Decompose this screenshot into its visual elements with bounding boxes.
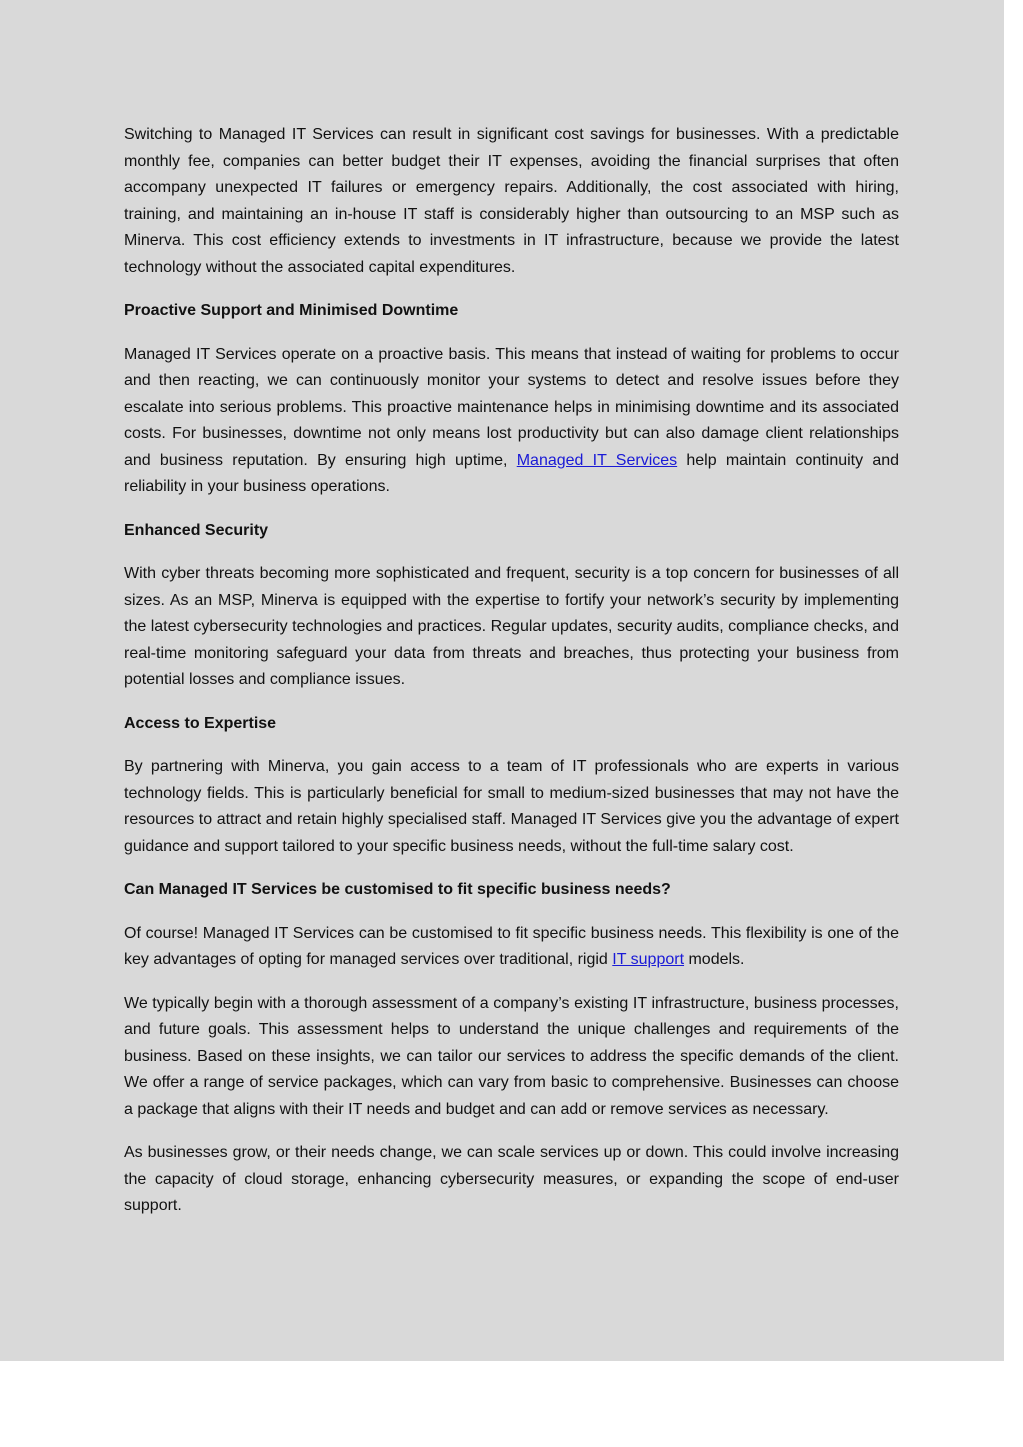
heading-customisation-question: Can Managed IT Services be customised to fit specific business needs?: [124, 881, 671, 898]
paragraph-scaling: As businesses grow, or their needs change, we can scale services up or down. This could involve increasing the capacity of cloud storage, enhancing cybersecurity measures, or expanding the scope of end-user support.: [124, 1144, 899, 1214]
paragraph-access-to-expertise: By partnering with Minerva, you gain access to a team of IT professionals who are experts in various technology fields. This is particularly beneficial for small to medium-sized businesses that may not have the resources to attract and retain highly specialised staff. Managed IT Services give you the advantage of expert guidance and support tailored to your specific business needs, without the full-time salary cost.: [124, 758, 899, 855]
paragraph-text: Managed IT Services operate on a proactive basis. This means that instead of waiting for problems to occur and then reacting, we can continuously monitor your systems to detect and resolve issues before they escalate into serious problems. This proactive maintenance helps in minimising downtime and its associated costs. For businesses, downtime not only means lost productivity but can also damage client relationships and business reputation. By ensuring high uptime,: [124, 345, 899, 469]
paragraph-assessment: We typically begin with a thorough assessment of a company’s existing IT infrastructure, business processes, and future goals. This assessment helps to understand the unique challenges and requirements of the business. Based on these insights, we can tailor our services to address the specific demands of the client. We offer a range of service packages, which can vary from basic to comprehensive. Businesses can choose a package that aligns with their IT needs and budget and can add or remove services as necessary.: [124, 994, 899, 1118]
heading-access-to-expertise: Access to Expertise: [124, 714, 277, 732]
managed-it-services-link[interactable]: Managed IT Services: [516, 451, 678, 469]
it-support-link[interactable]: IT support: [612, 951, 685, 968]
paragraph-text: Of course! Managed IT Services can be customised to fit specific business needs. This flexibility is one of the key advantages of opting for managed services over traditional, rigid: [124, 924, 899, 968]
paragraph-customisation-answer: [124, 921, 899, 974]
document-body: [124, 122, 899, 1237]
paragraph-proactive-support: [124, 342, 899, 501]
paragraph-cost-savings: Switching to Managed IT Services can result in significant cost savings for businesses. With a predictable monthly fee, companies can better budget their IT expenses, avoiding the financial surprises that often accompany unexpected IT failures or emergency repairs. Additionally, the cost associated with hiring, training, and maintaining an in-house IT staff is considerably higher than outsourcing to an MSP such as Minerva. This cost efficiency extends to investments in IT infrastructure, because we provide the latest technology without the associated capital expenditures.: [124, 126, 899, 276]
paragraph-enhanced-security: With cyber threats becoming more sophisticated and frequent, security is a top concern for businesses of all sizes. As an MSP, Minerva is equipped with the expertise to fortify your network’s security by implementing the latest cybersecurity technologies and practices. Regular updates, security audits, compliance checks, and real-time monitoring safeguard your data from threats and breaches, thus protecting your business from potential losses and compliance issues.: [124, 565, 899, 688]
paragraph-text: models.: [684, 951, 745, 968]
heading-enhanced-security: Enhanced Security: [124, 521, 269, 539]
heading-proactive-support: Proactive Support and Minimised Downtime: [124, 302, 459, 319]
paragraph-text: help maintain continuity and reliability in your business operations.: [124, 451, 900, 495]
